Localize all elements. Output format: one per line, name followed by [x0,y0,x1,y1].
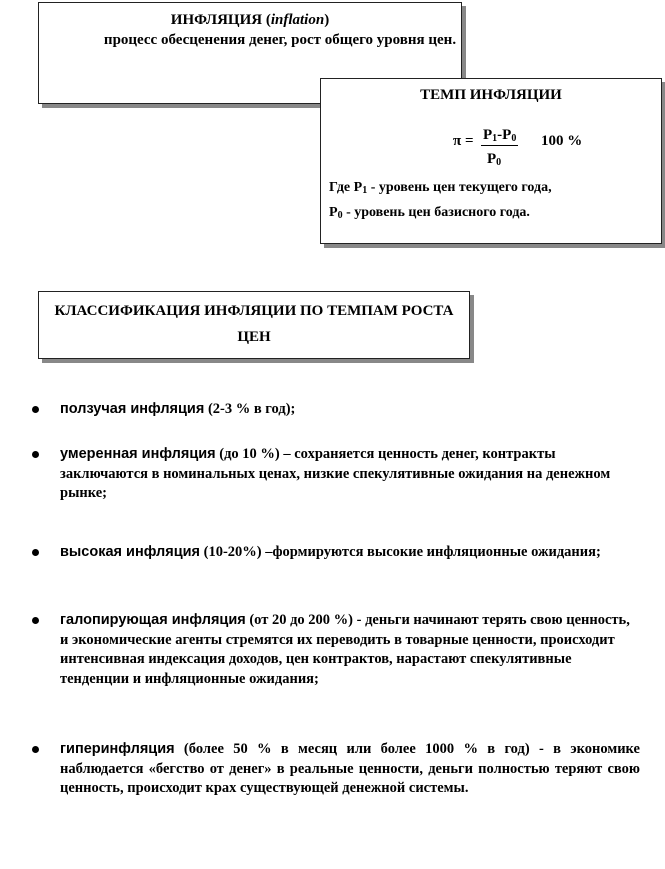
formula-den-sub: 0 [496,157,502,168]
list-item [60,543,640,563]
formula-legend [329,177,552,227]
formula-multiplier: 100 % [541,133,583,149]
bullet-icon [32,746,39,753]
legend-1-sub: 1 [362,185,368,196]
bullet-icon [32,549,39,556]
type-description: (2-3 % в год); [204,401,296,417]
type-description: (более 50 % в месяц или более 1000 % в год) - в экономике наблюдается «бегство от денег» в реальные ценности, деньги полностью теряют свою ценность, происходит крах существующей денежной системы. [60,741,640,796]
type-term: галопирующая инфляция [60,612,246,628]
type-description: (от 20 до 200 %) - деньги начинают терять свою ценность, и экономические агенты стремятся их переводить в товарные ценности, происходит интенсивная индексация доходов, цен контрактов, нарастают спекулятивные тенденции и инфляционные ожидания; [60,612,630,687]
formula-den-p: P [487,151,497,167]
type-term: умеренная инфляция [60,446,216,462]
formula-num-p1: P [483,127,493,143]
rate-formula [453,127,643,175]
inflation-rate-box [320,78,662,244]
legend-1-pre: Где P [329,180,363,195]
bullet-icon [32,451,39,458]
formula-denominator [487,151,501,168]
bullet-icon [32,406,39,413]
legend-2-sub: 0 [337,210,343,221]
classification-title: КЛАССИФИКАЦИЯ ИНФЛЯЦИИ ПО ТЕМПАМ РОСТА ЦЕН [54,303,454,345]
legend-2-post: - уровень цен базисного года. [342,205,530,220]
list-item [60,400,640,420]
definition-heading: ИНФЛЯЦИЯ (inflation) [170,12,330,28]
type-description: (10-20%) –формируются высокие инфляционные ожидания; [200,544,601,560]
legend-line-2 [329,202,552,227]
list-item [60,445,640,504]
classification-box [38,291,470,359]
legend-2-pre: P [329,205,338,220]
type-description: (до 10 %) – сохраняется ценность денег, контракты заключаются в номинальных ценах, низкие спекулятивные ожидания на денежном рынке; [60,446,611,501]
list-item [60,740,640,799]
type-term: ползучая инфляция [60,401,205,417]
definition-term-en: inflation [270,12,325,28]
formula-num-p1-sub: 1 [492,133,498,144]
formula-num-minus-p0: -P [497,127,512,143]
legend-line-1 [329,177,552,202]
type-term: гиперинфляция [60,741,175,757]
bullet-icon [32,617,39,624]
type-term: высокая инфляция [60,544,200,560]
formula-num-p0-sub: 0 [511,133,517,144]
legend-1-post: - уровень цен текущего года, [367,180,552,195]
formula-lhs: π = [453,133,474,149]
rate-title: ТЕМП ИНФЛЯЦИИ [420,87,562,103]
formula-numerator [481,127,518,146]
definition-text: процесс обесценения денег, рост общего уровня цен. [103,32,457,48]
list-item [60,611,640,689]
definition-term: ИНФЛЯЦИЯ [170,12,263,28]
